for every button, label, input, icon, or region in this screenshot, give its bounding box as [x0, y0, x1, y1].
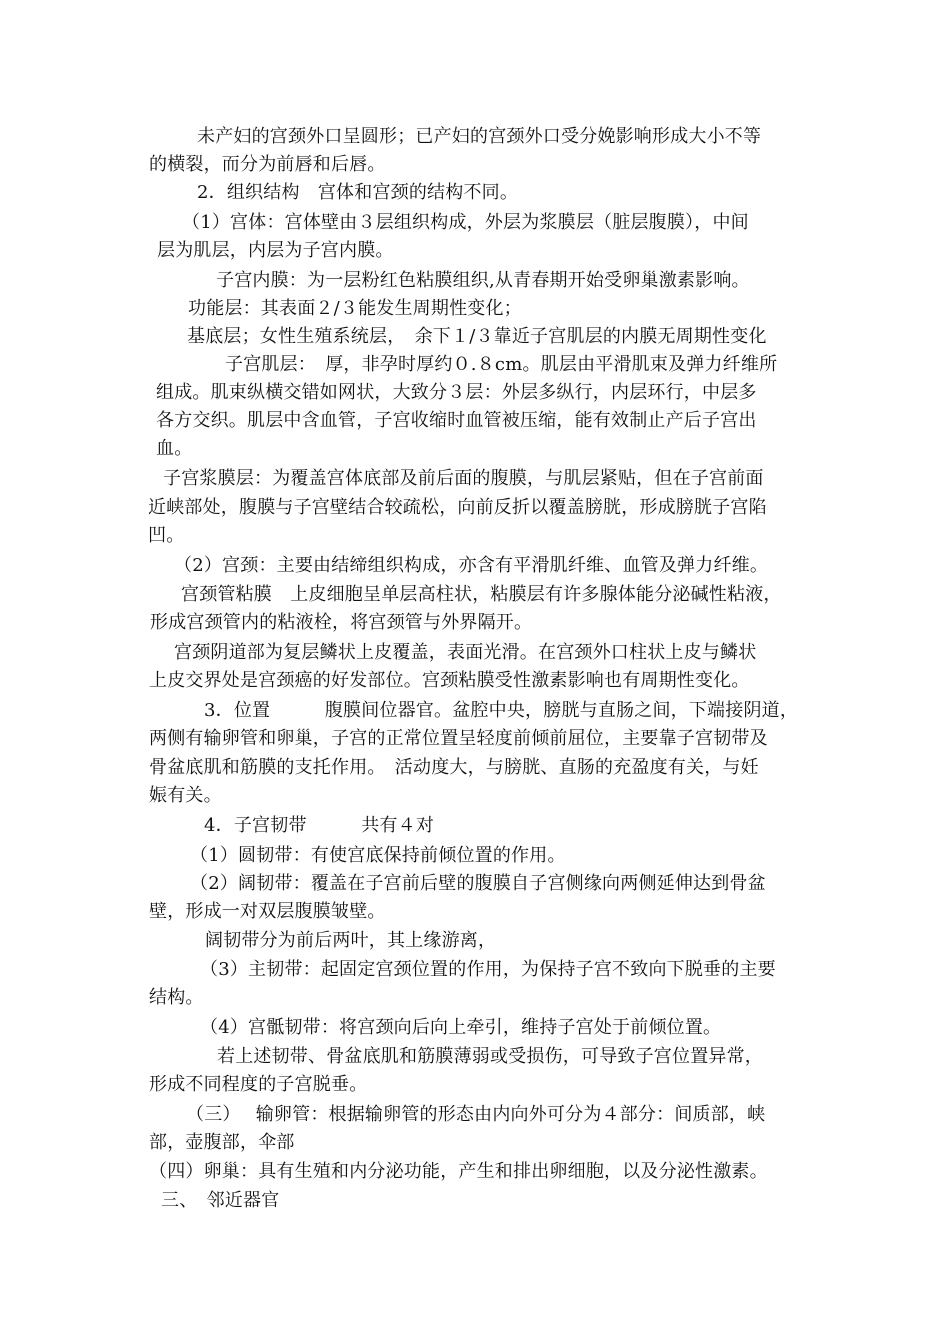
- text-line: 阔韧带分为前后两叶，其上缘游离，: [205, 930, 497, 951]
- text-line: （3）主韧带：起固定宫颈位置的作用，为保持子宫不致向下脱垂的主要: [200, 959, 776, 980]
- text-line: 各方交织。肌层中含血管，子宫收缩时血管被压缩，能有效制止产后子宫出: [156, 410, 757, 431]
- text-line: 部，壶腹部，伞部: [149, 1132, 295, 1153]
- text-line: 形成不同程度的子宫脱垂。: [149, 1074, 368, 1095]
- section-heading: （三） 输卵管：根据输卵管的形态由内向外可分为４部分：间质部，峡: [186, 1104, 766, 1125]
- text-line: 形成宫颈管内的粘液栓，将宫颈管与外界隔开。: [150, 612, 533, 633]
- text-line: 组成。肌束纵横交错如网状，大致分３层：外层多纵行，内层环行，中层多: [156, 382, 757, 403]
- text-line: 结构。: [149, 987, 204, 1008]
- text-line: （1）圆韧带：有使宫底保持前倾位置的作用。: [190, 845, 566, 866]
- text-line: （2）宫颈：主要由结缔组织构成，亦含有平滑肌纤维、血管及弹力纤维。: [174, 555, 769, 576]
- text-line: 血。: [156, 438, 193, 459]
- text-line: 子宫肌层： 厚，非孕时厚约０.８cm。肌层由平滑肌束及弹力纤维所: [225, 354, 778, 375]
- text-line: 近峡部处，腹膜与子宫壁结合较疏松，向前反折以覆盖膀胱，形成膀胱子宫陷: [148, 497, 767, 518]
- text-line: 上皮交界处是宫颈癌的好发部位。宫颈粘膜受性激素影响也有周期性变化。: [149, 670, 750, 691]
- text-line: （1）宫体：宫体壁由３层组织构成，外层为浆膜层（脏层腹膜），中间: [182, 212, 749, 233]
- text-line: 层为肌层，内层为子宫内膜。: [157, 240, 394, 261]
- section-heading: 3．位置 腹膜间位器官。盆腔中央，膀胱与直肠之间，下端接阴道，: [204, 700, 799, 721]
- text-line: 子宫浆膜层：为覆盖宫体底部及前后面的腹膜，与肌层紧贴，但在子宫前面: [163, 468, 764, 489]
- text-line: 两侧有输卵管和卵巢，子宫的正常位置呈轻度前倾前屈位，主要靠子宫韧带及: [149, 728, 768, 749]
- chapter-heading: 三、 邻近器官: [161, 1190, 280, 1211]
- text-line: 子宫内膜：为一层粉红色粘膜组织,从青春期开始受卵巢激素影响。: [216, 270, 750, 291]
- section-heading: （四）卵巢：具有生殖和内分泌功能，产生和排出卵细胞，以及分泌性激素。: [149, 1161, 768, 1182]
- text-line: 宫颈阴道部为复层鳞状上皮覆盖，表面光滑。在宫颈外口柱状上皮与鳞状: [174, 642, 757, 663]
- text-line: 功能层：其表面２/３能发生周期性变化；: [188, 298, 522, 319]
- section-heading: 4．子宫韧带 共有４对: [204, 815, 435, 836]
- text-line: 宫颈管粘膜 上皮细胞呈单层高柱状，粘膜层有许多腺体能分泌碱性粘液，: [181, 584, 782, 605]
- text-line: （4）宫骶韧带：将宫颈向后向上牵引，维持子宫处于前倾位置。: [200, 1017, 722, 1038]
- text-line: 骨盆底肌和筋膜的支托作用。 活动度大，与膀胱、直肠的充盈度有关，与妊: [149, 757, 759, 778]
- text-line: 未产妇的宫颈外口呈圆形；已产妇的宫颈外口受分娩影响形成大小不等: [197, 126, 762, 147]
- text-line: （2）阔韧带：覆盖在子宫前后壁的腹膜自子宫侧缘向两侧延伸达到骨盆: [190, 873, 766, 894]
- text-line: 基底层；女性生殖系统层， 余下１/３靠近子宫肌层的内膜无周期性变化: [187, 326, 767, 347]
- section-heading: 2．组织结构 宫体和宫颈的结构不同。: [197, 182, 519, 203]
- text-line: 壁，形成一对双层腹膜皱壁。: [149, 901, 386, 922]
- text-line: 凹。: [148, 525, 185, 546]
- text-line: 的横裂，而分为前唇和后唇。: [149, 154, 386, 175]
- text-line: 娠有关。: [149, 785, 222, 806]
- text-line: 若上述韧带、骨盆底肌和筋膜薄弱或受损伤，可导致子宫位置异常，: [217, 1046, 763, 1067]
